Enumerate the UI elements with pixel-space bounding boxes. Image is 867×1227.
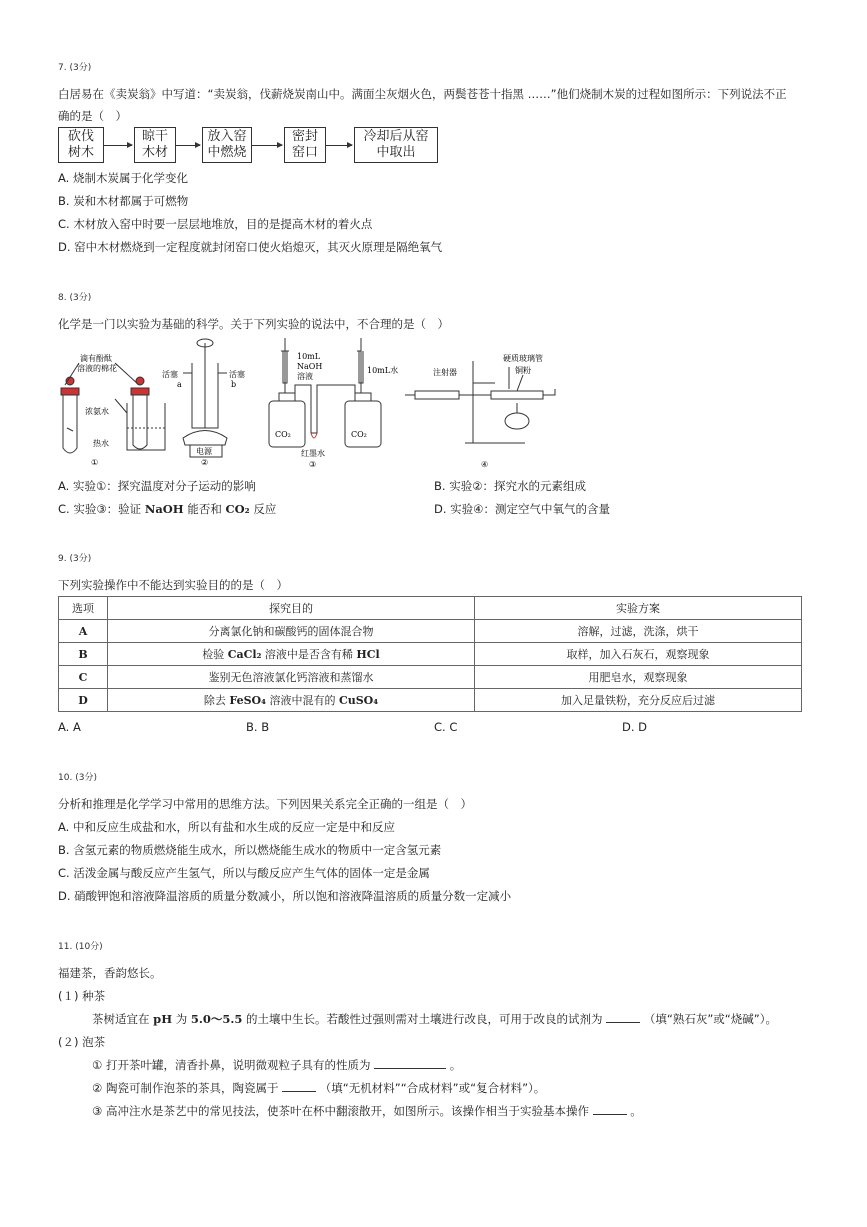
e1-number: ① xyxy=(91,458,99,467)
e3-label-red-ink: 红墨水 xyxy=(301,449,325,458)
q11-number: 11. (10分) xyxy=(58,942,103,952)
e2-label-a: a xyxy=(177,380,182,389)
experiment-4-diagram xyxy=(405,361,555,443)
table-header: 探究目的 xyxy=(108,597,475,620)
row-option: D xyxy=(59,689,108,712)
q10-stem: 分析和推理是化学学习中常用的思维方法。下列因果关系完全正确的一组是（ ） xyxy=(58,797,472,811)
q10-number: 10. (3分) xyxy=(58,773,97,783)
experiment-1-diagram xyxy=(61,363,165,453)
flow-step-5: 冷却后从窑 中取出 xyxy=(354,127,438,163)
answer-blank[interactable] xyxy=(282,1081,316,1092)
flow-arrow xyxy=(326,145,352,146)
q11-part1-text: 茶树适宜在 pH 为 5.0～5.5 的土壤中生长。若酸性过强则需对土壤进行改良，可用于改良的试剂为 （填“熟石灰”或“烧碱”）。 xyxy=(92,1012,777,1026)
q7-option-d: D. 窑中木材燃烧到一定程度就封闭窑口使火焰熄灭，其灭火原理是隔绝氧气 xyxy=(58,240,443,254)
table-row xyxy=(59,666,802,689)
flow-arrow xyxy=(176,145,200,146)
q8-option-d: D. 实验④：测定空气中氧气的含量 xyxy=(434,502,610,516)
row-plan: 取样，加入石灰石，观察现象 xyxy=(475,643,802,666)
e1-label-ammonia: 浓氨水 xyxy=(85,407,109,416)
e4-label-copper: 铜粉 xyxy=(515,366,531,375)
e3-number: ③ xyxy=(309,460,317,469)
flow-arrow xyxy=(104,145,132,146)
flow-step-2: 晾干 木材 xyxy=(134,127,176,163)
q9-answer-d: D. D xyxy=(622,720,648,734)
flow-step-1: 砍伐 树木 xyxy=(58,127,104,163)
q8-option-c: C. 实验③：验证 NaOH 能否和 CO₂ 反应 xyxy=(58,502,277,516)
q9-answer-b: B. B xyxy=(246,720,270,734)
row-goal: 检验 CaCl₂ 溶液中是否含有稀 HCl xyxy=(108,643,475,666)
q8-stem: 化学是一门以实验为基础的科学。关于下列实验的说法中，不合理的是（ ） xyxy=(58,317,449,331)
q9-table xyxy=(58,596,802,712)
answer-blank[interactable] xyxy=(606,1012,640,1023)
e2-label-valve-left: 活塞 xyxy=(162,370,178,379)
answer-blank[interactable] xyxy=(593,1104,627,1115)
q7-stem-line1: 白居易在《卖炭翁》中写道：“卖炭翁，伐薪烧炭南山中。满面尘灰烟火色，两鬓苍苍十指黑 ……”他们烧制木炭的过程如图所示：下列说法不正 xyxy=(58,87,787,101)
table-row xyxy=(59,643,802,666)
q7-option-c: C. 木材放入窑中时要一层层地堆放，目的是提高木材的着火点 xyxy=(58,217,373,231)
q7-number: 7. (3分) xyxy=(58,63,92,73)
e2-label-power: 电源 xyxy=(196,447,212,456)
row-plan: 溶解，过滤，洗涤，烘干 xyxy=(475,620,802,643)
q11-part1-label: (１) 种茶 xyxy=(58,989,106,1003)
e1-label-cotton: 溶液的棉花 xyxy=(77,364,117,373)
table-header-row xyxy=(59,597,802,620)
row-option: A xyxy=(59,620,108,643)
row-goal: 鉴别无色溶液氯化钙溶液和蒸馏水 xyxy=(108,666,475,689)
answer-blank[interactable] xyxy=(374,1058,446,1069)
e3-label-water: 10mL水 xyxy=(367,366,399,375)
q9-stem: 下列实验操作中不能达到实验目的的是（ ） xyxy=(58,578,288,592)
q8-experiment-figure xyxy=(55,333,595,473)
e1-label-phenolphthalein: 滴有酚酞 xyxy=(80,354,112,363)
e2-number: ② xyxy=(201,458,209,467)
e3-label-solution: 溶液 xyxy=(297,372,313,381)
q11-sub1: ① 打开茶叶罐，清香扑鼻，说明微观粒子具有的性质为 。 xyxy=(92,1058,462,1072)
e4-label-syringe: 注射器 xyxy=(433,368,457,377)
row-plan: 用肥皂水，观察现象 xyxy=(475,666,802,689)
table-row xyxy=(59,620,802,643)
table-header: 选项 xyxy=(59,597,108,620)
e2-label-valve-right: 活塞 xyxy=(229,370,245,379)
e2-label-b: b xyxy=(231,380,237,389)
q8-option-b: B. 实验②：探究水的元素组成 xyxy=(434,479,587,493)
flow-arrow xyxy=(252,145,282,146)
row-plan: 加入足量铁粉，充分反应后过滤 xyxy=(475,689,802,712)
q7-stem-line2: 确的是（ ） xyxy=(58,109,127,123)
e3-label-naoh: NaOH xyxy=(297,362,323,371)
e3-label-10ml: 10mL xyxy=(297,352,321,361)
flow-step-4: 密封 窑口 xyxy=(284,127,326,163)
q11-intro: 福建茶，香韵悠长。 xyxy=(58,966,162,980)
q11-sub2: ② 陶瓷可制作泡茶的茶具，陶瓷属于 （填“无机材料”“合成材料”或“复合材料”）。 xyxy=(92,1081,546,1095)
q8-number: 8. (3分) xyxy=(58,293,92,303)
row-goal: 除去 FeSO₄ 溶液中混有的 CuSO₄ xyxy=(108,689,475,712)
e3-label-co2-left: CO₂ xyxy=(275,430,291,439)
q10-option-c: C. 活泼金属与酸反应产生氢气，所以与酸反应产生气体的固体一定是金属 xyxy=(58,866,430,880)
q9-number: 9. (3分) xyxy=(58,554,92,564)
e3-label-co2-right: CO₂ xyxy=(351,430,367,439)
q8-option-a: A. 实验①：探究温度对分子运动的影响 xyxy=(58,479,256,493)
e4-number: ④ xyxy=(481,460,489,469)
experiment-2-diagram xyxy=(183,339,227,457)
q11-sub3: ③ 高冲注水是茶艺中的常见技法，使茶叶在杯中翻滚散开，如图所示。该操作相当于实验基本操作 。 xyxy=(92,1104,642,1118)
flow-step-3: 放入窑 中燃烧 xyxy=(202,127,252,163)
row-option: B xyxy=(59,643,108,666)
q11-part2-label: (２) 泡茶 xyxy=(58,1035,106,1049)
row-option: C xyxy=(59,666,108,689)
q10-option-d: D. 硝酸钾饱和溶液降温溶质的质量分数减小，所以饱和溶液降温溶质的质量分数一定减小 xyxy=(58,889,512,903)
q7-option-a: A. 烧制木炭属于化学变化 xyxy=(58,171,188,185)
e1-label-hot-water: 热水 xyxy=(93,439,109,448)
row-goal: 分离氯化钠和碳酸钙的固体混合物 xyxy=(108,620,475,643)
q9-answer-c: C. C xyxy=(434,720,458,734)
table-row xyxy=(59,689,802,712)
table-header: 实验方案 xyxy=(475,597,802,620)
q10-option-a: A. 中和反应生成盐和水，所以有盐和水生成的反应一定是中和反应 xyxy=(58,820,395,834)
e4-label-glass-tube: 硬质玻璃管 xyxy=(503,354,543,363)
q10-option-b: B. 含氢元素的物质燃烧能生成水，所以燃烧能生成水的物质中一定含氢元素 xyxy=(58,843,442,857)
q7-option-b: B. 炭和木材都属于可燃物 xyxy=(58,194,189,208)
q9-answer-a: A. A xyxy=(58,720,81,734)
